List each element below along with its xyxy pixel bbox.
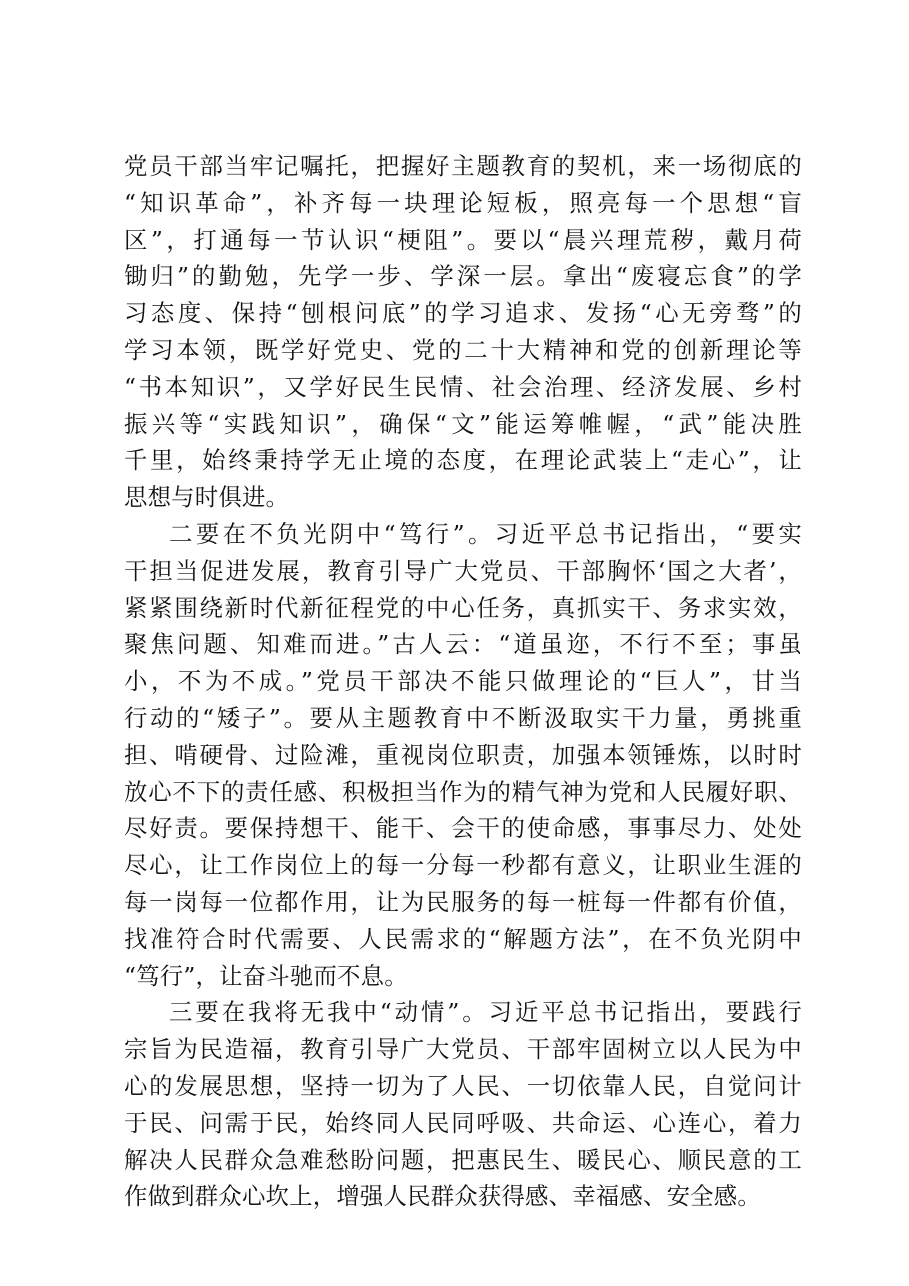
text-line: 解决人民群众急难愁盼问题，把惠民生、暖民心、顺民意的工 bbox=[124, 1145, 802, 1174]
text-line-paragraph-end: 思想与时俱进。 bbox=[124, 483, 290, 512]
text-line: 放心不下的责任感、积极担当作为的精气神为党和人民履好职、 bbox=[124, 777, 802, 806]
text-line: 行动的“矮子”。要从主题教育中不断汲取实干力量，勇挑重 bbox=[124, 703, 802, 732]
paragraph-start-line: 三要在我将无我中“动情”。习近平总书记指出，要践行 bbox=[169, 998, 802, 1027]
text-line: 每一岗每一位都作用，让为民服务的每一桩每一件都有价值， bbox=[124, 887, 802, 916]
text-line: 党员干部当牢记嘱托，把握好主题教育的契机，来一场彻底的 bbox=[124, 152, 802, 180]
text-line: 习态度、保持“刨根问底”的学习追求、发扬“心无旁骛”的 bbox=[124, 299, 802, 328]
text-line: 干担当促进发展，教育引导广大党员、干部胸怀‘国之大者’， bbox=[124, 556, 802, 585]
text-line: 小，不为不成。”党员干部决不能只做理论的“巨人”，甘当 bbox=[124, 667, 802, 696]
text-line: 找准符合时代需要、人民需求的“解题方法”，在不负光阴中 bbox=[124, 924, 802, 953]
text-line: “书本知识”，又学好民生民情、社会治理、经济发展、乡村 bbox=[124, 372, 802, 401]
text-line: 担、啃硬骨、过险滩，重视岗位职责，加强本领锤炼，以时时 bbox=[124, 740, 802, 769]
text-line: 于民、问需于民，始终同人民同呼吸、共命运、心连心，着力 bbox=[124, 1108, 802, 1137]
text-line: 心的发展思想，坚持一切为了人民、一切依靠人民，自觉问计 bbox=[124, 1071, 802, 1100]
text-line: 千里，始终秉持学无止境的态度，在理论武装上“走心”，让 bbox=[124, 446, 802, 475]
paragraph-start-line: 二要在不负光阴中“笃行”。习近平总书记指出，“要实 bbox=[169, 519, 802, 548]
body-text bbox=[124, 148, 802, 1215]
text-line: 区”，打通每一节认识“梗阻”。要以“晨兴理荒秽，戴月荷 bbox=[124, 225, 802, 254]
text-line: 紧紧围绕新时代新征程党的中心任务，真抓实干、务求实效， bbox=[124, 593, 802, 622]
text-line: 尽好责。要保持想干、能干、会干的使命感，事事尽力、处处 bbox=[124, 814, 802, 843]
text-line: “知识革命”，补齐每一块理论短板，照亮每一个思想“盲 bbox=[124, 188, 802, 217]
text-line-paragraph-end: “笃行”，让奋斗驰而不息。 bbox=[124, 961, 408, 990]
text-line: 尽心，让工作岗位上的每一分每一秒都有意义，让职业生涯的 bbox=[124, 851, 802, 880]
text-line: 聚焦问题、知难而进。”古人云：“道虽迩，不行不至；事虽 bbox=[124, 630, 802, 659]
text-line: 学习本领，既学好党史、党的二十大精神和党的创新理论等 bbox=[124, 335, 802, 364]
text-line: 宗旨为民造福，教育引导广大党员、干部牢固树立以人民为中 bbox=[124, 1035, 802, 1064]
text-line: 锄归”的勤勉，先学一步、学深一层。拿出“废寝忘食”的学 bbox=[124, 262, 802, 291]
text-line: 振兴等“实践知识”，确保“文”能运筹帷幄，“武”能决胜 bbox=[124, 409, 802, 438]
text-line-paragraph-end: 作做到群众心坎上，增强人民群众获得感、幸福感、安全感。 bbox=[124, 1182, 761, 1211]
